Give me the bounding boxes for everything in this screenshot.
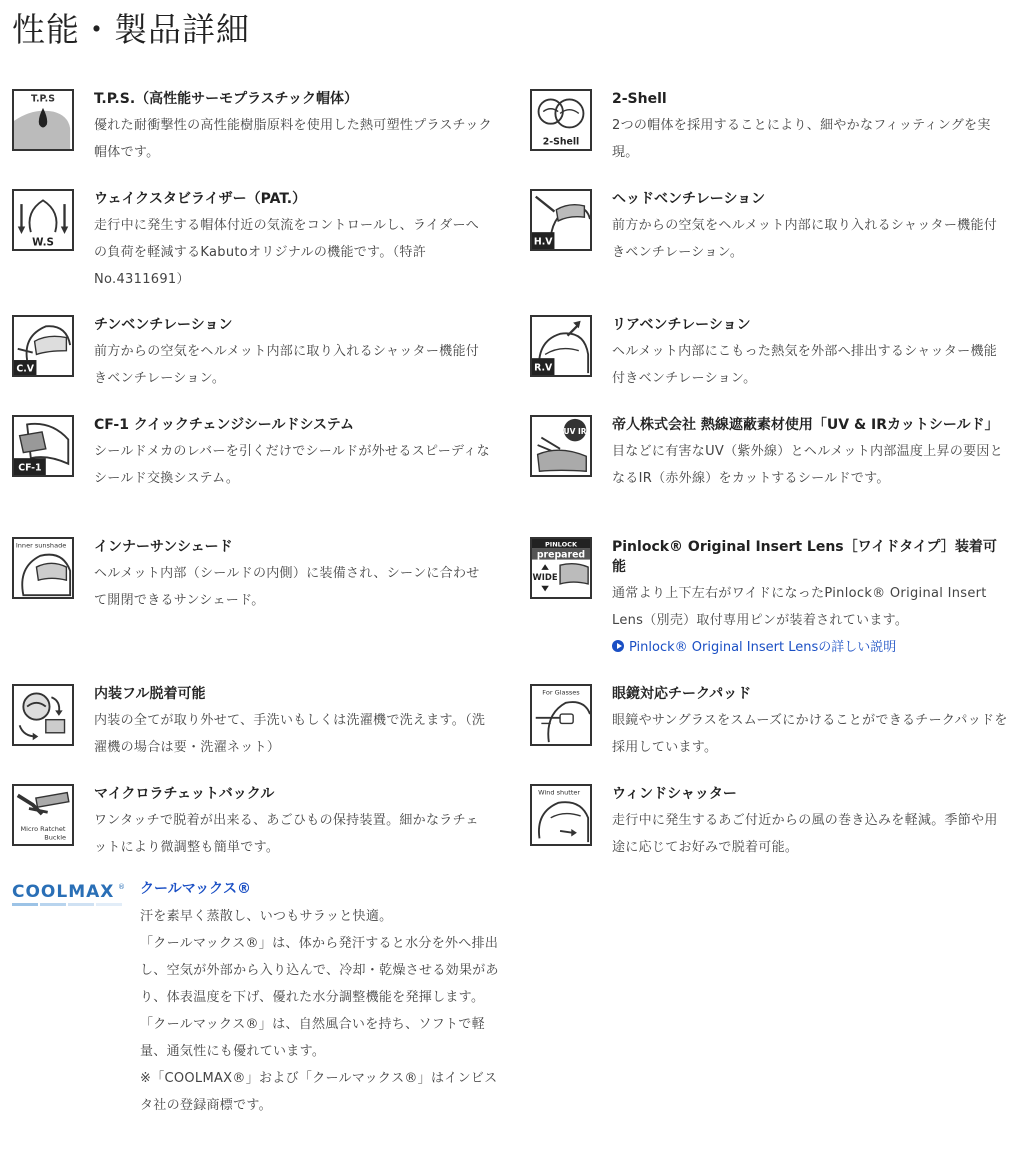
ws-title: ウェイクスタビライザー（PAT.）	[94, 191, 307, 207]
buckle-title: マイクロラチェットバックル	[94, 786, 275, 802]
play-circle-icon	[612, 640, 624, 652]
uv-ir-cut-icon	[530, 415, 592, 477]
coolmax-logo-text: COOLMAX	[12, 882, 115, 902]
wind-icon-label: Wind shutter	[538, 788, 581, 797]
two-shell-icon	[530, 89, 592, 151]
glasses-cheek-pad-icon	[530, 684, 592, 746]
rv-icon-label: R.V	[534, 362, 553, 374]
page-title: 性能・製品詳細	[12, 10, 250, 49]
uvir-icon-label: UV IR	[563, 426, 587, 436]
wind-shutter-icon	[530, 784, 592, 846]
interior-desc: 内装の全てが取り外せて、手洗いもしくは洗濯機で洗えます。（洗濯機の場合は要・洗濯ネット）	[94, 713, 486, 755]
buckle-icon-label-2: Buckle	[44, 833, 67, 842]
tps-icon-label: T.P.S	[31, 93, 55, 105]
ws-icon-label: W.S	[32, 236, 54, 249]
hv-title: ヘッドベンチレーション	[612, 191, 766, 207]
pinlock-icon-label-1: PINLOCK	[544, 540, 578, 549]
tps-title: T.P.S.（高性能サーモプラスチック帽体）	[94, 91, 359, 107]
cf1-title: CF-1 クイックチェンジシールドシステム	[94, 417, 355, 433]
shell2-title: 2-Shell	[612, 91, 667, 107]
cv-title: チンベンチレーション	[94, 317, 233, 333]
hv-desc: 前方からの空気をヘルメット内部に取り入れるシャッター機能付きベンチレーション。	[612, 218, 998, 260]
uvir-desc: 目などに有害なUV（紫外線）とヘルメット内部温度上昇の要因となるIR（赤外線）をカットするシールドです。	[612, 444, 1004, 486]
coolmax-desc-2: 「クールマックス®」は、体から発汗すると水分を外へ排出し、空気が外部から入り込んで、冷却・乾燥させる効果があり、体表温度を下げ、優れた水分調整機能を発揮します。	[140, 936, 499, 1005]
sunshade-icon-label: Inner sunshade	[15, 541, 67, 550]
pinlock-icon-label-2: prepared	[536, 549, 586, 561]
coolmax-logo	[10, 879, 126, 913]
wind-title: ウィンドシャッター	[612, 786, 737, 802]
glasses-desc: 眼鏡やサングラスをスムーズにかけることができるチークパッドを採用しています。	[612, 713, 1008, 755]
cv-icon-label: C.V	[16, 363, 35, 375]
shell2-desc: 2つの帽体を採用することにより、細やかなフィッティングを実現。	[612, 118, 991, 160]
tps-desc: 優れた耐衝撃性の高性能樹脂原料を使用した熱可塑性プラスチック帽体です。	[94, 118, 492, 160]
tps-icon	[12, 89, 74, 151]
pinlock-desc: 通常より上下左右がワイドになったPinlock® Original Insert Lens（別売）取付専用ピンが装着されています。	[612, 586, 987, 628]
sunshade-title: インナーサンシェード	[94, 539, 233, 555]
chin-vent-icon	[12, 315, 74, 377]
buckle-icon-label-1: Micro Ratchet	[20, 824, 66, 833]
cf1-shield-icon	[12, 415, 74, 477]
pinlock-detail-link[interactable]	[612, 634, 1010, 661]
cf1-desc: シールドメカのレバーを引くだけでシールドが外せるスピーディなシールド交換システム。	[94, 444, 490, 486]
cf1-icon-label: CF-1	[18, 462, 42, 474]
hv-icon-label: H.V	[533, 236, 553, 248]
pinlock-icon	[530, 537, 592, 599]
glasses-icon-label: For Glasses	[542, 688, 580, 697]
wind-desc: 走行中に発生するあご付近からの風の巻き込みを軽減。季節や用途に応じてお好みで脱着可能。	[612, 813, 998, 855]
cv-desc: 前方からの空気をヘルメット内部に取り入れるシャッター機能付きベンチレーション。	[94, 344, 480, 386]
buckle-desc: ワンタッチで脱着が出来る、あごひもの保持装置。細かなラチェットにより微調整も簡単です。	[94, 813, 479, 855]
micro-ratchet-buckle-icon	[12, 784, 74, 846]
pinlock-icon-label-3: WIDE	[532, 572, 558, 583]
ws-desc: 走行中に発生する帽体付近の気流をコントロールし、ライダーへの負荷を軽減するKabutoオリジナルの機能です。（特許No.4311691）	[94, 218, 480, 287]
rv-desc: ヘルメット内部にこもった熱気を外部へ排出するシャッター機能付きベンチレーション。	[612, 344, 998, 386]
wake-stabilizer-icon	[12, 189, 74, 251]
coolmax-desc-4: ※「COOLMAX®」および「クールマックス®」はインビスタ社の登録商標です。	[140, 1071, 498, 1113]
uvir-title: 帝人株式会社 熱線遮蔽素材使用「UV & IRカットシールド」	[612, 417, 999, 433]
interior-title: 内装フル脱着可能	[94, 686, 206, 702]
shell2-icon-label: 2-Shell	[542, 136, 580, 148]
pinlock-link-text[interactable]: Pinlock® Original Insert Lensの詳しい説明	[629, 640, 897, 655]
coolmax-desc-3: 「クールマックス®」は、自然風合いを持ち、ソフトで軽量、通気性にも優れています。	[140, 1017, 485, 1059]
rear-vent-icon	[530, 315, 592, 377]
sunshade-desc: ヘルメット内部（シールドの内側）に装備され、シーンに合わせて開閉できるサンシェード。	[94, 566, 480, 608]
glasses-title: 眼鏡対応チークパッド	[612, 686, 752, 702]
pinlock-title: Pinlock® Original Insert Lens［ワイドタイプ］装着可能	[612, 539, 997, 575]
rv-title: リアベンチレーション	[612, 317, 751, 333]
inner-sunshade-icon	[12, 537, 74, 599]
coolmax-desc-1: 汗を素早く蒸散し、いつもサラッと快適。	[140, 909, 393, 924]
coolmax-logo-mark: ®	[118, 883, 125, 891]
removable-interior-icon	[12, 684, 74, 746]
coolmax-title: クールマックス®	[140, 881, 252, 897]
head-vent-icon	[530, 189, 592, 251]
